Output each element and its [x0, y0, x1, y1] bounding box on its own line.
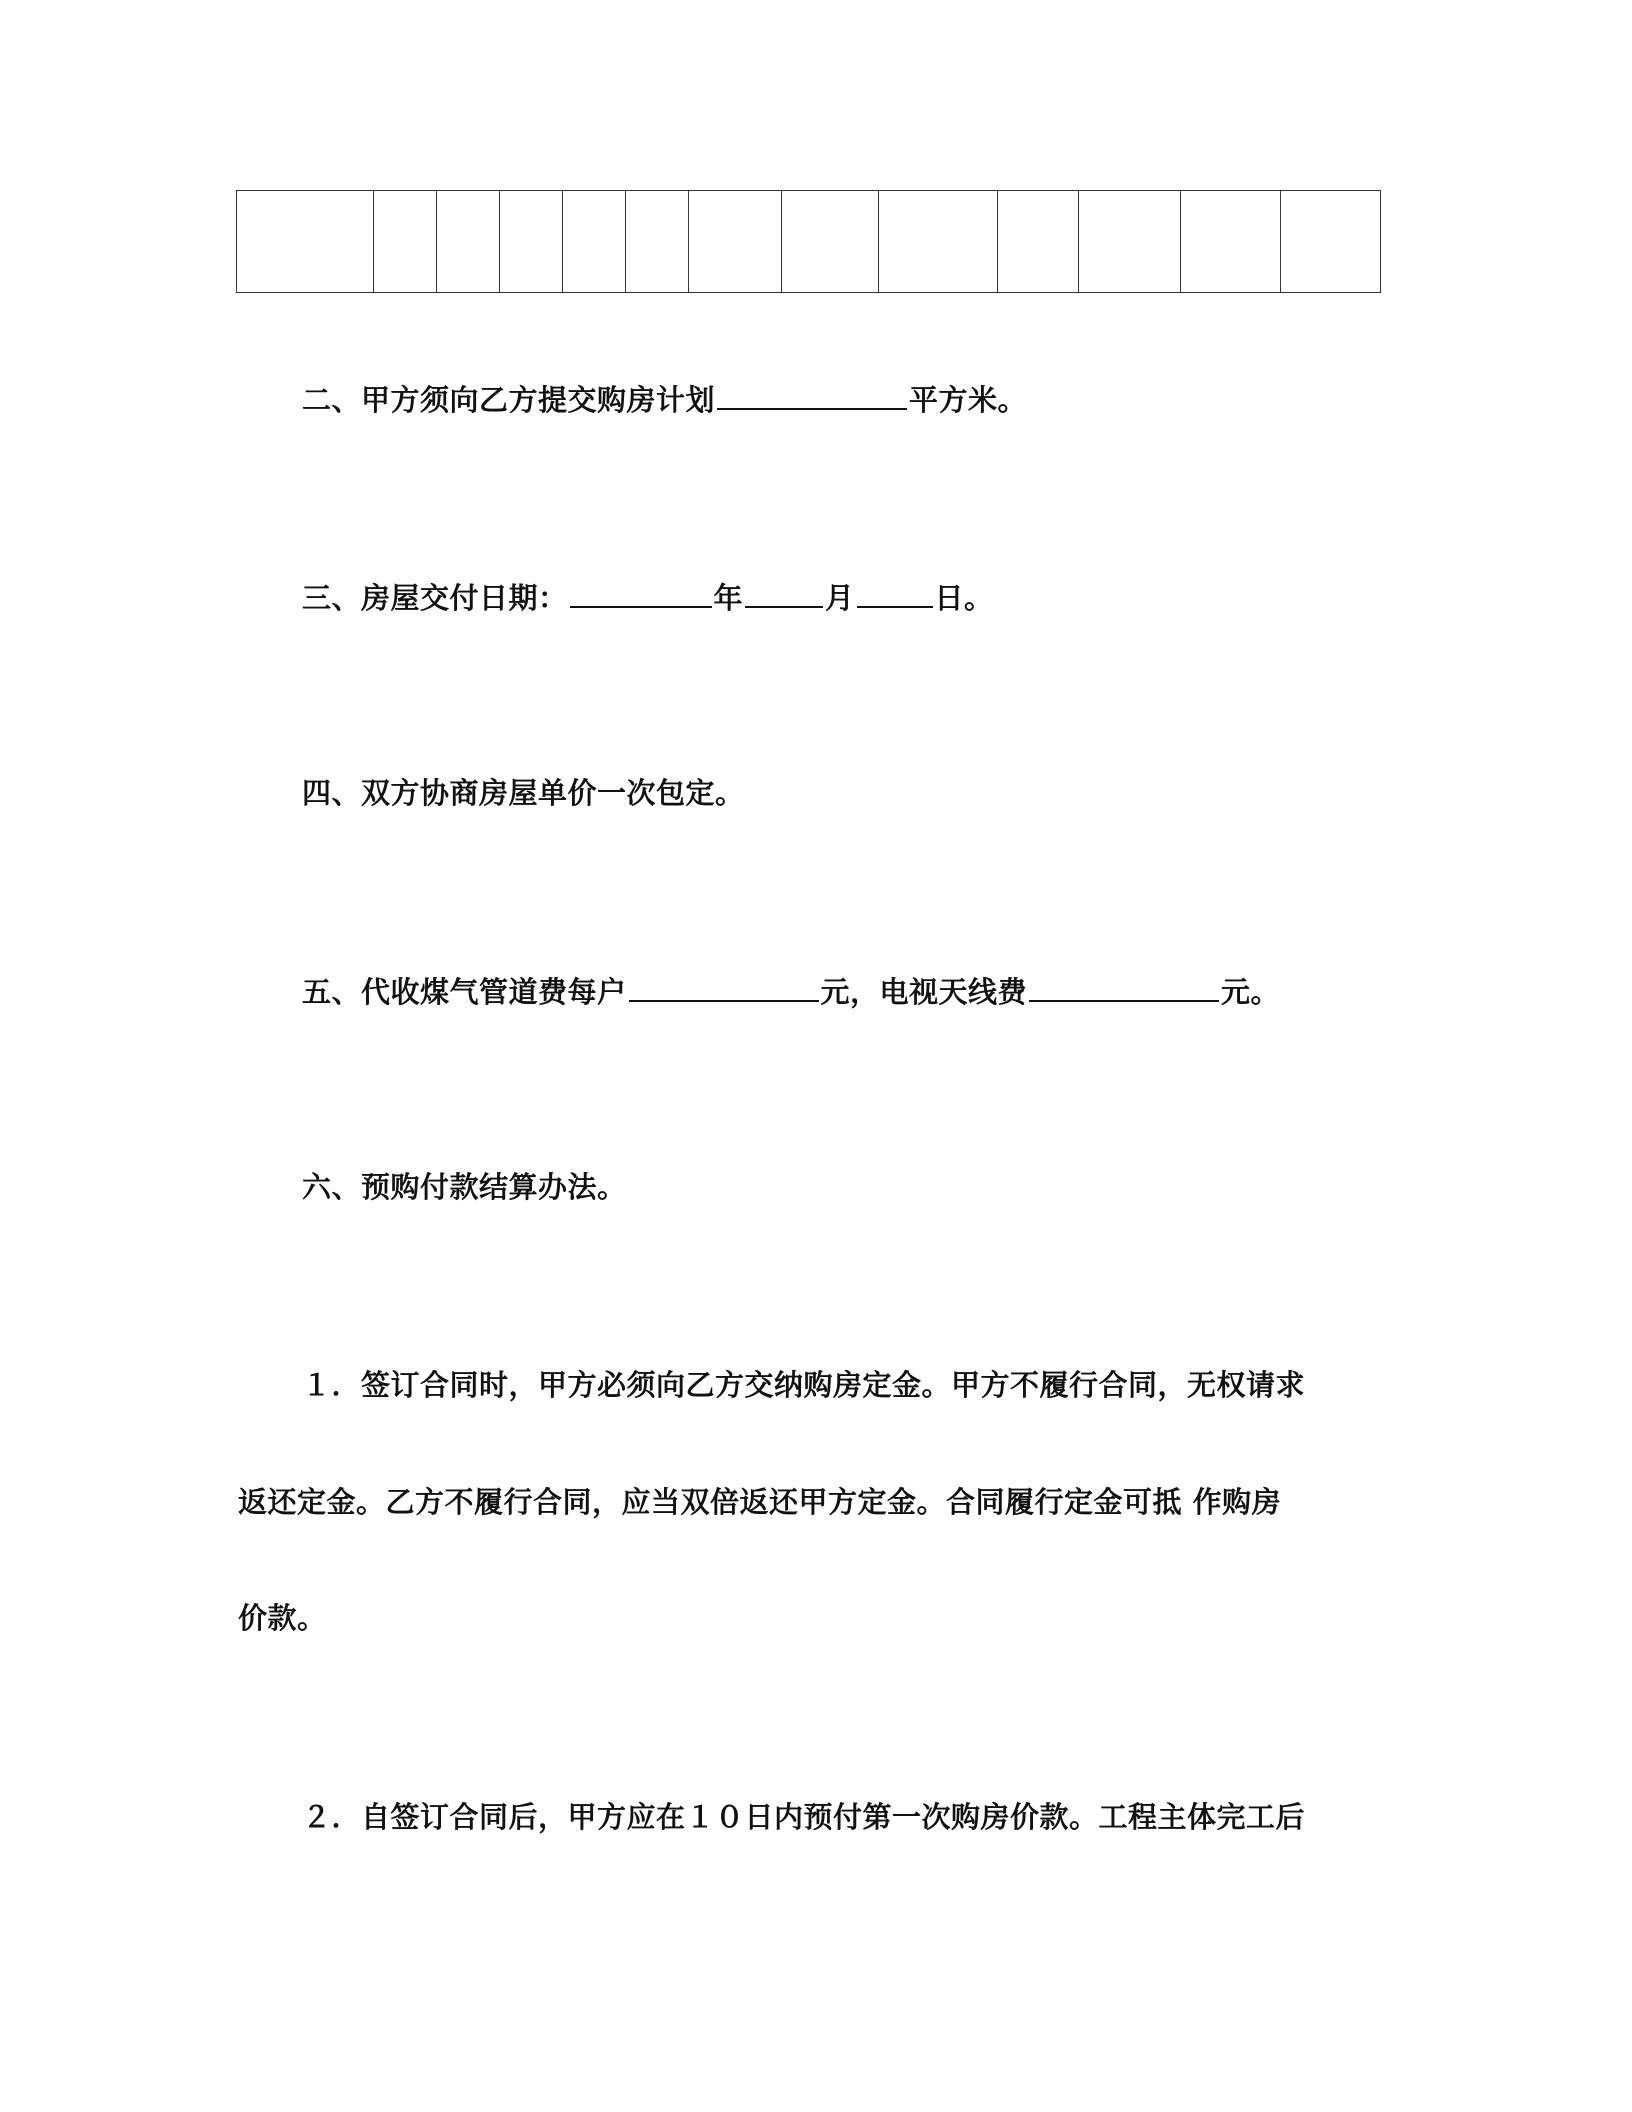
blank-table: [236, 190, 1381, 293]
gas-fee-blank: [629, 970, 819, 1002]
paragraph-5-unit2: 元。: [1221, 975, 1281, 1009]
month-label: 月: [825, 581, 855, 615]
paragraph-7-line-2: 返还定金。乙方不履行合同，应当双倍返还甲方定金。合同履行定金可抵 作购房: [238, 1485, 1282, 1519]
paragraph-5-unit1: 元，电视天线费: [820, 975, 1028, 1009]
table-cell: [997, 191, 1078, 293]
year-blank: [570, 576, 712, 608]
paragraph-5-label: 五、代收煤气管道费每户: [302, 975, 627, 1009]
paragraph-7-line-3: 价款。: [238, 1601, 327, 1635]
table-row: [237, 191, 1381, 293]
paragraph-8-line-1: ２．自签订合同后，甲方应在１０日内预付第一次购房价款。工程主体完工后: [302, 1800, 1306, 1834]
paragraph-7-line-1: １．签订合同时，甲方必须向乙方交纳购房定金。甲方不履行合同，无权请求: [302, 1368, 1306, 1402]
table-cell: [689, 191, 782, 293]
table-cell: [563, 191, 626, 293]
month-blank: [745, 576, 823, 608]
paragraph-5: [302, 970, 1280, 1012]
year-label: 年: [713, 581, 744, 615]
table-cell: [437, 191, 500, 293]
paragraph-2-unit: 平方米。: [909, 383, 1028, 417]
day-label: 日。: [934, 581, 994, 615]
table-cell: [1280, 191, 1380, 293]
table-cell: [782, 191, 878, 293]
paragraph-2: [302, 378, 1027, 420]
table-cell: [237, 191, 374, 293]
table-cell: [878, 191, 997, 293]
paragraph-4-text: 四、双方协商房屋单价一次包定。: [302, 776, 745, 810]
paragraph-3: [302, 576, 994, 618]
area-blank: [717, 378, 907, 410]
table-cell: [626, 191, 689, 293]
table-cell: [500, 191, 563, 293]
day-blank: [857, 576, 933, 608]
paragraph-6: [302, 1167, 627, 1207]
paragraph-2-text: 二、甲方须向乙方提交购房计划: [302, 383, 716, 417]
paragraph-6-text: 六、预购付款结算办法。: [302, 1170, 627, 1204]
table-cell: [1078, 191, 1180, 293]
table-cell: [374, 191, 437, 293]
table-cell: [1180, 191, 1280, 293]
paragraph-3-label: 三、房屋交付日期：: [302, 581, 568, 615]
antenna-fee-blank: [1029, 970, 1219, 1002]
paragraph-4: [302, 773, 745, 813]
